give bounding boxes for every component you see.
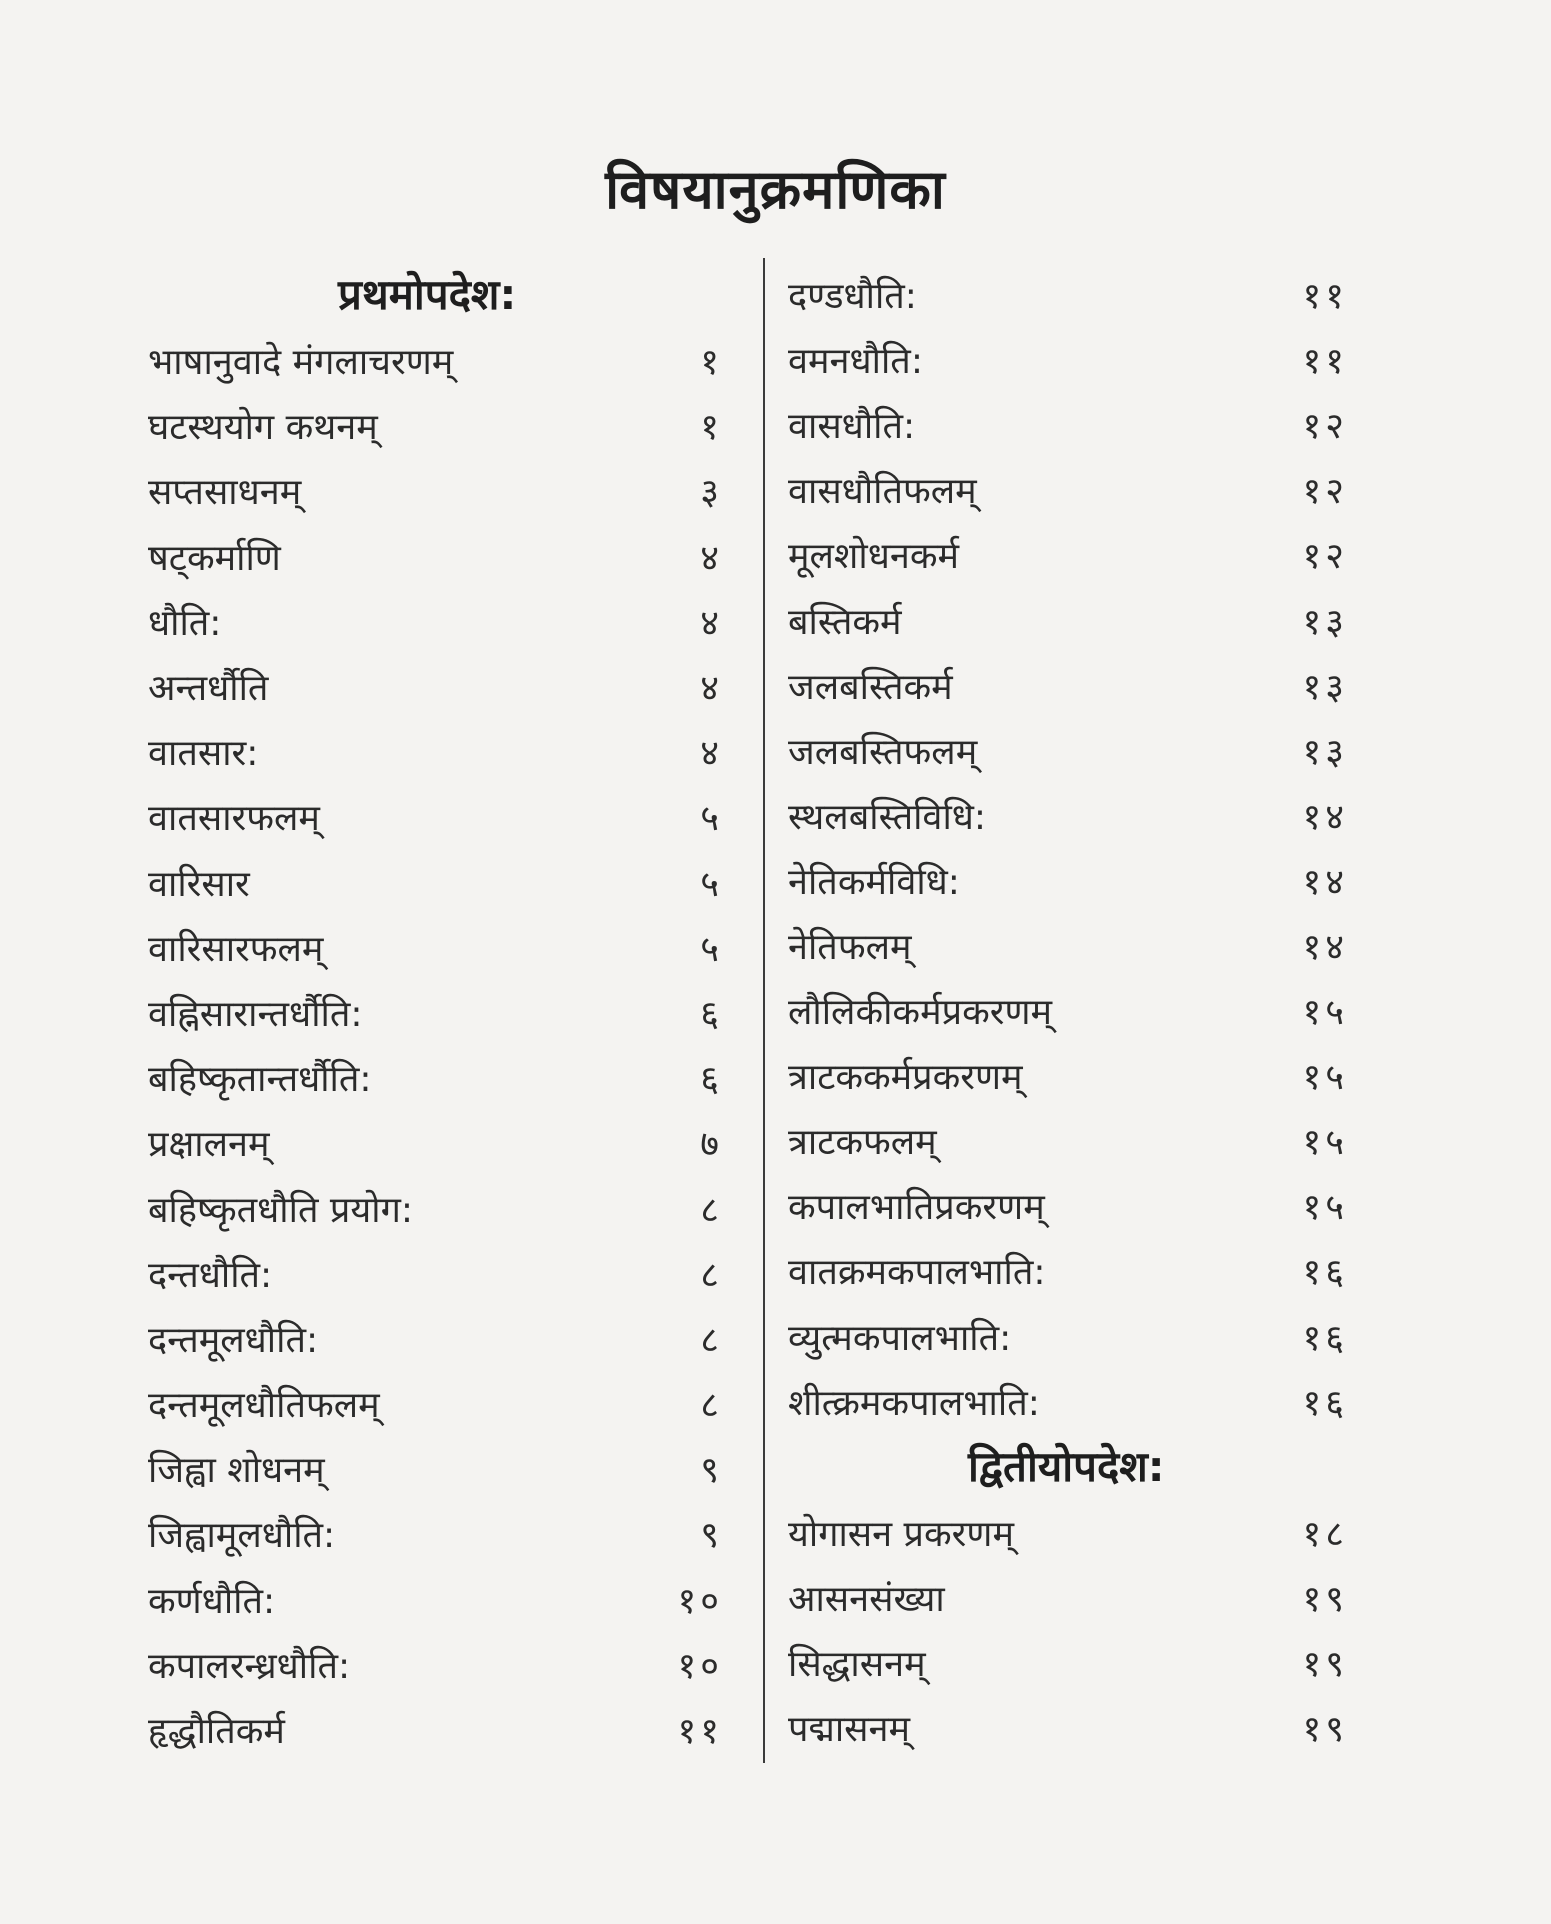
toc-entry-label: जलबस्तिकर्म xyxy=(788,666,953,708)
toc-entry xyxy=(788,1500,1348,1565)
toc-entry-page-number: ६ xyxy=(700,1059,723,1101)
toc-entry-page-number: १९ xyxy=(1302,1643,1348,1685)
toc-entry-page-number: ११ xyxy=(1302,341,1348,383)
toc-entry xyxy=(148,1632,723,1697)
toc-entry-label: सिद्धासनम् xyxy=(788,1643,926,1685)
toc-entry xyxy=(148,393,723,458)
toc-entry-label: बस्तिकर्म xyxy=(788,601,902,643)
toc-entry-label: सप्तसाधनम् xyxy=(148,472,302,514)
toc-entry xyxy=(148,524,723,589)
toc-entry-label: नेतिकर्मविधि: xyxy=(788,861,960,903)
toc-entry xyxy=(788,1043,1348,1108)
toc-entry xyxy=(788,1173,1348,1238)
toc-entry-label: दन्तमूलधौतिफलम् xyxy=(148,1385,380,1427)
toc-entry xyxy=(148,654,723,719)
toc-entry-page-number: ५ xyxy=(700,863,723,905)
toc-entry-page-number: १२ xyxy=(1302,536,1348,578)
toc-entry-page-number: १६ xyxy=(1302,1252,1348,1294)
toc-entry-page-number: १३ xyxy=(1302,666,1348,708)
toc-entry-label: वातसार: xyxy=(148,733,259,775)
section-heading-second: द्वितीयोपदेश: xyxy=(968,1441,1165,1491)
toc-entry-page-number: १२ xyxy=(1302,471,1348,513)
toc-entry-page-number: ५ xyxy=(700,928,723,970)
toc-entry-page-number: १९ xyxy=(1302,1709,1348,1751)
toc-entry xyxy=(148,1306,723,1371)
toc-entry xyxy=(148,915,723,980)
toc-entry-label: वासधौतिफलम् xyxy=(788,471,977,513)
right-entry-list-bottom xyxy=(788,1500,1348,1760)
toc-entry-page-number: ४ xyxy=(700,602,723,644)
toc-entry xyxy=(148,328,723,393)
toc-entry-page-number: १० xyxy=(677,1580,723,1622)
toc-entry-page-number: १ xyxy=(700,342,723,384)
toc-entry-page-number: १५ xyxy=(1302,1057,1348,1099)
toc-entry xyxy=(788,783,1348,848)
toc-entry xyxy=(148,1436,723,1501)
toc-entry xyxy=(148,1045,723,1110)
toc-entry-label: स्थलबस्तिविधि: xyxy=(788,796,987,838)
page-title: विषयानुक्रमणिका xyxy=(605,158,946,221)
toc-entry-page-number: १४ xyxy=(1302,861,1348,903)
toc-entry xyxy=(788,1369,1348,1434)
toc-entry-page-number: १४ xyxy=(1302,796,1348,838)
toc-entry-page-number: १० xyxy=(677,1645,723,1687)
toc-entry xyxy=(148,1175,723,1240)
toc-entry-page-number: ८ xyxy=(700,1189,723,1231)
toc-entry-label: षट्कर्माणि xyxy=(148,537,281,579)
toc-entry-label: प्रक्षालनम् xyxy=(148,1124,270,1166)
toc-entry-label: पद्मासनम् xyxy=(788,1709,911,1751)
toc-entry xyxy=(788,327,1348,392)
left-column xyxy=(148,262,723,1762)
toc-entry-page-number: ५ xyxy=(700,798,723,840)
toc-entry-page-number: ९ xyxy=(700,1450,723,1492)
toc-entry-page-number: ६ xyxy=(700,993,723,1035)
toc-entry-page-number: ८ xyxy=(700,1385,723,1427)
toc-entry-label: मूलशोधनकर्म xyxy=(788,536,960,578)
toc-entry xyxy=(788,1304,1348,1369)
toc-entry xyxy=(788,978,1348,1043)
toc-entry-label: दण्डधौति: xyxy=(788,276,917,318)
toc-entry-label: शीत्क्रमकपालभाति: xyxy=(788,1382,1040,1424)
toc-entry xyxy=(148,458,723,523)
toc-entry-label: वातक्रमकपालभाति: xyxy=(788,1252,1046,1294)
toc-entry-label: भाषानुवादे मंगलाचरणम् xyxy=(148,342,454,384)
toc-entry-page-number: १३ xyxy=(1302,601,1348,643)
toc-entry-page-number: ४ xyxy=(700,537,723,579)
toc-entry xyxy=(788,392,1348,457)
toc-entry-label: जिह्वा शोधनम् xyxy=(148,1450,325,1492)
toc-entry-label: दन्तमूलधौति: xyxy=(148,1319,319,1361)
toc-entry xyxy=(788,913,1348,978)
toc-entry xyxy=(148,980,723,1045)
toc-entry-label: घटस्थयोग कथनम् xyxy=(148,407,378,449)
toc-entry-label: दन्तधौति: xyxy=(148,1254,273,1296)
toc-entry-label: बहिष्कृतान्तर्धौति: xyxy=(148,1059,372,1101)
toc-entry xyxy=(148,719,723,784)
toc-entry xyxy=(148,1371,723,1436)
toc-entry-label: त्राटकफलम् xyxy=(788,1122,937,1164)
toc-entry-label: जलबस्तिफलम् xyxy=(788,731,978,773)
toc-entry-label: त्राटककर्मप्रकरणम् xyxy=(788,1057,1023,1099)
toc-entry xyxy=(788,653,1348,718)
toc-entry xyxy=(148,1241,723,1306)
toc-entry-label: लौलिकीकर्मप्रकरणम् xyxy=(788,992,1053,1034)
right-column xyxy=(788,262,1348,1760)
toc-entry xyxy=(788,262,1348,327)
toc-entry xyxy=(148,1110,723,1175)
toc-entry-label: कपालभातिप्रकरणम् xyxy=(788,1187,1045,1229)
toc-entry xyxy=(788,1238,1348,1303)
toc-entry-page-number: १५ xyxy=(1302,1187,1348,1229)
toc-entry-page-number: १६ xyxy=(1302,1317,1348,1359)
toc-entry-page-number: १४ xyxy=(1302,926,1348,968)
toc-entry-page-number: ९ xyxy=(700,1515,723,1557)
toc-entry xyxy=(148,850,723,915)
toc-entry-page-number: ८ xyxy=(700,1319,723,1361)
toc-entry-page-number: १५ xyxy=(1302,992,1348,1034)
toc-entry-page-number: १९ xyxy=(1302,1578,1348,1620)
toc-entry-label: जिह्वामूलधौति: xyxy=(148,1515,336,1557)
toc-entry-page-number: ४ xyxy=(700,668,723,710)
toc-entry xyxy=(788,1565,1348,1630)
toc-entry xyxy=(788,587,1348,652)
toc-entry-page-number: १३ xyxy=(1302,731,1348,773)
toc-entry xyxy=(788,848,1348,913)
toc-entry-label: बहिष्कृतधौति प्रयोग: xyxy=(148,1189,413,1231)
toc-entry-page-number: १ xyxy=(700,407,723,449)
right-entry-list-top xyxy=(788,262,1348,1434)
section-heading-first: प्रथमोपदेश: xyxy=(338,270,517,319)
toc-entry xyxy=(148,589,723,654)
column-divider xyxy=(763,258,765,1763)
toc-entry-label: अन्तर्धौति xyxy=(148,668,269,710)
left-entry-list xyxy=(148,328,723,1762)
toc-entry-label: वह्निसारान्तर्धौति: xyxy=(148,993,363,1035)
toc-entry xyxy=(788,457,1348,522)
toc-entry-page-number: १२ xyxy=(1302,406,1348,448)
toc-entry-label: योगासन प्रकरणम् xyxy=(788,1513,1014,1555)
toc-entry-page-number: १६ xyxy=(1302,1382,1348,1424)
toc-entry-page-number: ८ xyxy=(700,1254,723,1296)
toc-entry-page-number: १८ xyxy=(1302,1513,1348,1555)
toc-entry-page-number: ११ xyxy=(1302,276,1348,318)
toc-entry xyxy=(788,1630,1348,1695)
toc-entry xyxy=(788,718,1348,783)
toc-entry xyxy=(788,1108,1348,1173)
toc-entry-page-number: ११ xyxy=(677,1711,723,1753)
toc-entry xyxy=(148,1697,723,1762)
toc-entry-label: व्युत्मकपालभाति: xyxy=(788,1317,1012,1359)
toc-entry xyxy=(788,1695,1348,1760)
toc-entry-label: कर्णधौति: xyxy=(148,1580,276,1622)
toc-entry-label: कपालरन्ध्रधौति: xyxy=(148,1645,351,1687)
toc-entry xyxy=(788,522,1348,587)
toc-entry-page-number: ३ xyxy=(700,472,723,514)
toc-entry-page-number: १५ xyxy=(1302,1122,1348,1164)
toc-entry-label: हृद्धौतिकर्म xyxy=(148,1711,285,1753)
toc-entry xyxy=(148,784,723,849)
toc-entry-label: वारिसार xyxy=(148,863,250,905)
toc-entry-label: वारिसारफलम् xyxy=(148,928,324,970)
toc-entry xyxy=(148,1501,723,1566)
toc-entry-label: नेतिफलम् xyxy=(788,926,912,968)
toc-entry xyxy=(148,1567,723,1632)
toc-entry-label: वासधौति: xyxy=(788,406,916,448)
toc-entry-page-number: ४ xyxy=(700,733,723,775)
toc-entry-label: वमनधौति: xyxy=(788,341,923,383)
toc-entry-page-number: ७ xyxy=(700,1124,723,1166)
toc-entry-label: वातसारफलम् xyxy=(148,798,320,840)
toc-entry-label: धौति: xyxy=(148,602,222,644)
toc-entry-label: आसनसंख्या xyxy=(788,1578,945,1620)
